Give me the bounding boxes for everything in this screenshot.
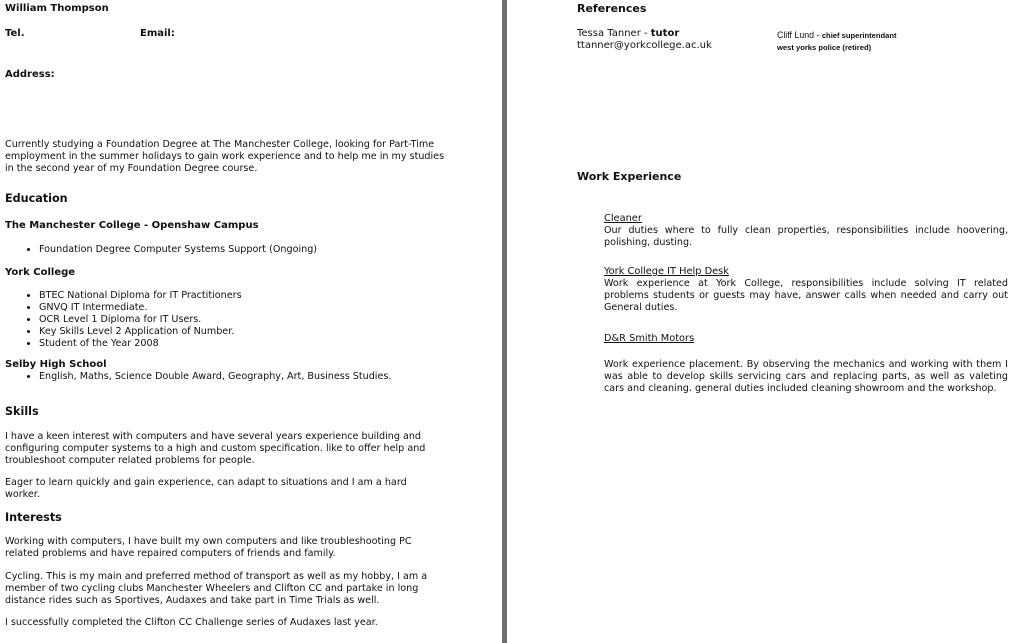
qualification-item: • English, Maths, Science Double Award, Geography, Art, Business Studies.	[39, 371, 519, 383]
qualification-item: • OCR Level 1 Diploma for IT Users.	[39, 314, 519, 326]
job-entry	[604, 213, 1008, 249]
address-label: Address:	[5, 69, 55, 80]
school-qualifications	[5, 244, 519, 256]
qualification-item: • BTEC National Diploma for IT Practitioners	[39, 290, 519, 302]
reference-role: tutor	[650, 28, 680, 39]
interests-paragraph: Cycling. This is my main and preferred method of transport as well as my hobby, I am a member of two cycling clubs Manchester Wheelers and Clifton CC and partake in long distance rides such as Sportives, Audaxes and take part in Time Trials as well.	[5, 571, 428, 606]
job-description: Our duties where to fully clean properties, responsibilities include hoovering, polishing, dusting.	[604, 225, 1008, 248]
school-qualifications	[5, 371, 519, 383]
reference-name: Tessa Tanner -	[577, 28, 651, 39]
tel-label: Tel.	[5, 28, 25, 39]
reference-name: Cliff Lund -	[777, 30, 822, 40]
school-qualifications	[5, 290, 519, 350]
interests-heading: Interests	[5, 511, 62, 524]
qualification-item: • Key Skills Level 2 Application of Number.	[39, 326, 519, 338]
qualification-item: • GNVQ IT Intermediate.	[39, 302, 519, 314]
column-divider	[502, 0, 507, 643]
references-heading: References	[577, 2, 647, 15]
qualification-item: • Foundation Degree Computer Systems Support (Ongoing)	[39, 244, 519, 256]
skills-heading: Skills	[5, 405, 39, 418]
school-name: York College	[5, 267, 76, 278]
interests-paragraph: Working with computers, I have built my own computers and like troubleshooting PC related problems and have repaired computers of friends and family.	[5, 536, 412, 559]
skills-paragraph: I have a keen interest with computers and have several years experience building and configuring computer systems to a high and custom specification. like to offer help and troubleshoot computer related problems for people.	[5, 431, 426, 466]
reference-tutor	[577, 28, 712, 52]
job-title: York College IT Help Desk	[604, 266, 729, 277]
job-title: Cleaner	[604, 213, 642, 224]
reference-organisation: west yorks police (retired)	[777, 43, 872, 52]
applicant-name: William Thompson	[5, 3, 109, 14]
job-entry	[604, 266, 1008, 314]
job-entry	[604, 333, 1008, 395]
job-description: Work experience placement. By observing the mechanics and working with them I was able to develop skills servicing cars and replacing parts, as well as valeting cars and cleaning. general duties included cleaning showroom and the workshop.	[604, 359, 1008, 394]
email-label: Email:	[140, 28, 175, 39]
education-heading: Education	[5, 192, 68, 205]
school-name: The Manchester College - Openshaw Campus	[5, 220, 259, 231]
school-name: Selby High School	[5, 359, 107, 370]
reference-police	[777, 29, 897, 54]
job-description: Work experience at York College, responsibilities include solving IT related problems students or guests may have, answer calls when needed and carry out General duties.	[604, 278, 1008, 313]
reference-email: ttanner@yorkcollege.ac.uk	[577, 40, 712, 51]
qualification-item: • Student of the Year 2008	[39, 338, 519, 350]
reference-role: chief superintendant	[821, 31, 897, 40]
interests-paragraph: I successfully completed the Clifton CC Challenge series of Audaxes last year.	[5, 617, 378, 628]
profile-statement: Currently studying a Foundation Degree at The Manchester College, looking for Part-Time employment in the summer holidays to gain work experience and to help me in my studies in the second year of my Foundation Degree course.	[5, 139, 445, 174]
skills-paragraph: Eager to learn quickly and gain experience, can adapt to situations and I am a hard worker.	[5, 477, 407, 500]
work-experience-heading: Work Experience	[577, 170, 682, 183]
job-title: D&R Smith Motors	[604, 333, 695, 344]
